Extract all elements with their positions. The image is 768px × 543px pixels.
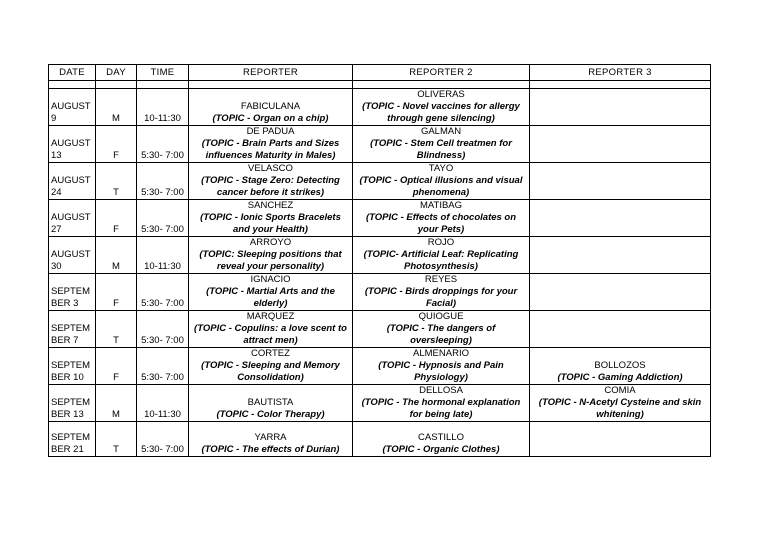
reporter-topic: (TOPIC - Sleeping and Memory Consolidation): [201, 360, 340, 383]
date-cell: [49, 200, 96, 237]
table-row: [49, 200, 711, 237]
date-text: 24: [51, 187, 62, 198]
header-row: [49, 65, 711, 81]
day-cell: M: [96, 89, 137, 126]
date-text: 30: [51, 261, 62, 272]
date-cell: [49, 348, 96, 385]
reporter-topic: (TOPIC - Copulins: a love scent to attract men): [194, 323, 347, 346]
table-row: [49, 126, 711, 163]
reporter-topic: (TOPIC - The effects of Durian): [201, 444, 340, 455]
date-text: AUGUST: [51, 212, 91, 223]
date-text: 13: [51, 150, 62, 161]
reporter-topic: (TOPIC - Brain Parts and Sizes influences Maturity in Males): [201, 138, 340, 161]
spacer-cell: [189, 81, 353, 89]
reporter-name: BOLLOZOS: [594, 360, 646, 371]
date-text: SEPTEM: [51, 286, 91, 297]
date-cell: [49, 163, 96, 200]
reporter-cell: [353, 311, 530, 348]
time-cell: 5:30- 7:00: [137, 126, 189, 163]
table-row: [49, 385, 711, 422]
date-text: AUGUST: [51, 249, 91, 260]
reporter-cell: [189, 385, 353, 422]
reporter-cell: [530, 422, 711, 457]
header-day: DAY: [96, 65, 137, 81]
reporter-cell: [189, 422, 353, 457]
reporter-cell: [530, 163, 711, 200]
date-text: BER 3: [51, 298, 79, 309]
date-text: SEPTEM: [51, 323, 91, 334]
date-text: BER 13: [51, 409, 84, 420]
time-cell: 5:30- 7:00: [137, 274, 189, 311]
date-text: SEPTEM: [51, 432, 91, 443]
day-cell: M: [96, 237, 137, 274]
reporter-cell: [353, 422, 530, 457]
day-cell: F: [96, 200, 137, 237]
reporter-name: REYES: [424, 274, 458, 285]
date-text: 9: [51, 113, 57, 124]
day-cell: F: [96, 126, 137, 163]
day-cell: F: [96, 348, 137, 385]
time-cell: 10-11:30: [137, 237, 189, 274]
spacer-row: [49, 81, 711, 89]
reporter-name: COMIA: [604, 385, 636, 396]
reporter-name: ALMENARIO: [413, 348, 469, 359]
day-cell: F: [96, 274, 137, 311]
reporter-name: DELLOSA: [419, 385, 463, 396]
spacer-cell: [137, 81, 189, 89]
reporter-name: QUIOGUE: [418, 311, 464, 322]
table-row: [49, 422, 711, 457]
reporter-cell: [189, 237, 353, 274]
reporter-cell: [353, 200, 530, 237]
reporter-name: IGNACIO: [250, 274, 291, 285]
reporter-cell: [189, 200, 353, 237]
header-date: DATE: [49, 65, 96, 81]
reporter-name: TAYO: [428, 163, 454, 174]
reporter-name: FABICULANA: [240, 101, 301, 112]
reporter-topic: (TOPIC - The dangers of oversleeping): [386, 323, 496, 346]
spacer-cell: [353, 81, 530, 89]
date-text: SEPTEM: [51, 397, 91, 408]
reporter-cell: [530, 237, 711, 274]
reporter-cell: [189, 311, 353, 348]
reporter-name: VELASCO: [248, 163, 293, 174]
table-row: [49, 89, 711, 126]
reporter-name: DE PADUA: [246, 126, 295, 137]
reporter-cell: [353, 385, 530, 422]
time-cell: 10-11:30: [137, 89, 189, 126]
date-cell: [49, 237, 96, 274]
date-text: BER 21: [51, 444, 84, 455]
reporter-cell: [353, 237, 530, 274]
reporter-name: CASTILLO: [418, 432, 464, 443]
reporter-topic: (TOPIC - Optical illusions and visual phenomena): [359, 175, 523, 198]
reporter-cell: [530, 311, 711, 348]
date-cell: [49, 274, 96, 311]
reporter-cell: [353, 89, 530, 126]
reporter-name: GALMAN: [420, 126, 462, 137]
header-reporter-2: REPORTER 2: [353, 65, 530, 81]
date-cell: [49, 311, 96, 348]
reporter-cell: [530, 348, 711, 385]
day-cell: M: [96, 385, 137, 422]
reporter-topic: (TOPIC - N-Acetyl Cysteine and skin whitening): [538, 397, 702, 420]
table-row: [49, 163, 711, 200]
reporter-name: ARROYO: [249, 237, 292, 248]
date-text: AUGUST: [51, 101, 91, 112]
reporter-cell: [353, 163, 530, 200]
header-reporter-3: REPORTER 3: [530, 65, 711, 81]
header-reporter: REPORTER: [189, 65, 353, 81]
day-cell: T: [96, 422, 137, 457]
table-row: [49, 348, 711, 385]
reporter-topic: (TOPIC - Organ on a chip): [212, 113, 329, 124]
date-cell: [49, 89, 96, 126]
date-text: SEPTEM: [51, 360, 91, 371]
reporter-topic: (TOPIC - Novel vaccines for allergy through gene silencing): [362, 101, 520, 124]
reporter-name: OLIVERAS: [417, 89, 465, 100]
time-cell: 5:30- 7:00: [137, 200, 189, 237]
table-row: [49, 311, 711, 348]
time-cell: 10-11:30: [137, 385, 189, 422]
date-cell: [49, 422, 96, 457]
reporter-topic: (TOPIC - Hypnosis and Pain Physiology): [378, 360, 504, 383]
reporter-topic: (TOPIC - Organic Clothes): [382, 444, 500, 455]
time-cell: 5:30- 7:00: [137, 163, 189, 200]
spacer-cell: [96, 81, 137, 89]
reporter-cell: [530, 385, 711, 422]
reporter-cell: [189, 126, 353, 163]
reporter-name: MARQUEZ: [246, 311, 295, 322]
schedule-table: [48, 64, 711, 457]
day-cell: T: [96, 163, 137, 200]
time-cell: 5:30- 7:00: [137, 422, 189, 457]
reporter-topic: (TOPIC - Birds droppings for your Facial): [364, 286, 518, 309]
date-cell: [49, 385, 96, 422]
reporter-topic: (TOPIC - Color Therapy): [216, 409, 325, 420]
date-text: AUGUST: [51, 175, 91, 186]
reporter-cell: [189, 274, 353, 311]
reporter-topic: (TOPIC: Sleeping positions that reveal your personality): [199, 249, 342, 272]
reporter-topic: (TOPIC - Stem Cell treatmen for Blindness): [370, 138, 512, 161]
spacer-cell: [530, 81, 711, 89]
reporter-topic: (TOPIC - The hormonal explanation for being late): [361, 397, 521, 420]
reporter-name: ROJO: [427, 237, 455, 248]
reporter-cell: [189, 163, 353, 200]
reporter-topic: (TOPIC - Ionic Sports Bracelets and your Health): [200, 212, 341, 235]
date-text: BER 10: [51, 372, 84, 383]
reporter-cell: [353, 348, 530, 385]
reporter-cell: [530, 200, 711, 237]
table-row: [49, 274, 711, 311]
reporter-cell: [530, 89, 711, 126]
reporter-topic: (TOPIC - Gaming Addiction): [557, 372, 683, 383]
date-text: AUGUST: [51, 138, 91, 149]
reporter-name: BAUTISTA: [247, 397, 294, 408]
reporter-cell: [530, 274, 711, 311]
spacer-cell: [49, 81, 96, 89]
date-text: 27: [51, 224, 62, 235]
date-text: BER 7: [51, 335, 79, 346]
reporter-cell: [189, 89, 353, 126]
reporter-name: CORTEZ: [251, 348, 290, 359]
table-row: [49, 237, 711, 274]
day-cell: T: [96, 311, 137, 348]
reporter-topic: (TOPIC - Effects of chocolates on your Pets): [365, 212, 517, 235]
header-time: TIME: [137, 65, 189, 81]
time-cell: 5:30- 7:00: [137, 311, 189, 348]
reporter-cell: [353, 126, 530, 163]
date-cell: [49, 126, 96, 163]
reporter-cell: [189, 348, 353, 385]
reporter-cell: [353, 274, 530, 311]
reporter-cell: [530, 126, 711, 163]
reporter-topic: (TOPIC- Artificial Leaf: Replicating Photosynthesis): [363, 249, 519, 272]
reporter-name: MATIBAG: [419, 200, 463, 211]
reporter-name: SANCHEZ: [247, 200, 294, 211]
reporter-topic: (TOPIC - Stage Zero: Detecting cancer before it strikes): [201, 175, 340, 198]
reporter-topic: (TOPIC - Martial Arts and the elderly): [206, 286, 335, 309]
time-cell: 5:30- 7:00: [137, 348, 189, 385]
reporter-name: YARRA: [254, 432, 287, 443]
